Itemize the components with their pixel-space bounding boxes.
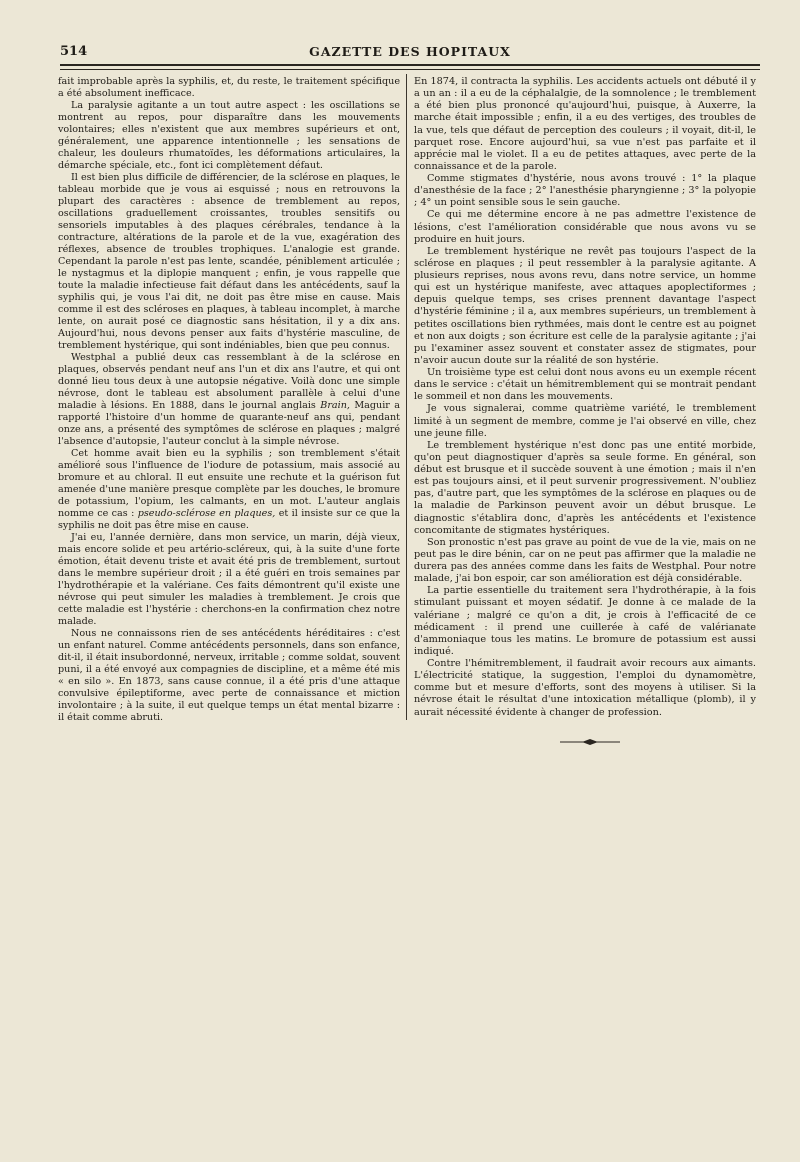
italic-text: pseudo-sclérose en plaques,	[137, 508, 276, 519]
page-number: 514	[60, 44, 88, 59]
paragraph	[58, 172, 400, 352]
paragraph-text: Le tremblement hystérique n'est donc pas une entité morbide, qu'on peut diagnostiquer d'après sa seule forme. En général, son début est brusque et il succède souvent à une émotion ; mais il n'en est pas toujours ainsi, et il peut survenir progressivement. N'oubliez pas, d'autre part, que les symptômes de la sclérose en plaques ou de la maladie de Parkinson peuvent avoir un début brusque. Le diagnostic s'établira donc, d'après les antécédents et l'existence concomitante de stigmates hystériques.	[414, 439, 756, 536]
paragraph-text: Un troisième type est celui dont nous avons eu un exemple récent dans le service : c'était un hémitremblement qui se montrait pendant le sommeil et non dans les mouvements.	[414, 367, 756, 403]
paragraph-text: Maguir a rapporté l'histoire d'un homme de quarante-neuf ans qui, pendant onze ans, a présenté des symptômes de sclérose en plaques ; malgré l'absence d'autopsie, l'auteur conclut à la simple névrose.	[58, 400, 401, 447]
paragraph-text: Contre l'hémitremblement, il faudrait avoir recours aux aimants. L'électricité statique, la suggestion, l'emploi du dynamomètre, comme but et mesure d'efforts, sont des moyens à utiliser. Si la névrose était le résultat d'une intoxication métallique (plomb), il y aurait nécessité évidente à changer de profession.	[414, 658, 756, 718]
right-column	[414, 76, 756, 726]
paragraph-text: Son pronostic n'est pas grave au point de vue de la vie, mais on ne peut pas le dire bénin, car on ne peut pas affirmer que la maladie ne durera pas des années comme dans les faits de Westphal. Pour notre malade, j'ai bon espoir, car son amélioration est déjà considérable.	[414, 536, 756, 585]
paragraph-text: J'ai eu, l'année dernière, dans mon service, un marin, déjà vieux, mais encore solide et peu artério-scléreux, qui, à la suite d'une forte émotion, était devenu triste et avait été pris de tremblement, surtout dans le membre supérieur droit ; il a été guéri en trois semaines par l'hydrothérapie et la valériane. Ces faits démontrent qu'il existe une névrose qui peut simuler les maladies à tremblement. Je crois que cette maladie est l'hystérie : cherchons-en la confirmation chez notre malade.	[58, 532, 400, 627]
page-header	[60, 44, 760, 62]
paragraph	[414, 537, 756, 586]
left-column	[58, 76, 400, 726]
header-rule-thin	[60, 69, 760, 70]
paragraph-text: Westphal a publié deux cas ressemblant à de la sclérose en plaques, observés pendant neuf ans l'un et dix ans l'autre, et qui ont donné lieu tous deux à une autopsie négative. Voilà donc une simple névrose, dont le tableau est absolument parallèle à celui d'une maladie à lésions. En 1888, dans le journal anglais	[58, 352, 400, 411]
paragraph	[414, 440, 756, 537]
paragraph-text: Il est bien plus difficile de différencier, de la sclérose en plaques, le tableau morbide que je vous ai esquissé ; nous en retrouvons la plupart des caractères : absence de tremblement au repos, oscillations graduellement croissantes, troubles sensitifs ou sensoriels imputables à des plaques cérébrales, tendance à la contracture, altérations de la parole et de la vue, exagération des réflexes, absence de troubles trophiques. L'analogie est grande. Cependant la parole n'est pas lente, scandée, péniblement articulée ; le nystagmus et la diplopie manquent ; enfin, je vous rappelle que toute la maladie infectieuse fait défaut dans les antécédents, sauf la syphilis qui, je vous l'ai dit, ne doit pas être mise en cause. Mais comme il est des scléroses en plaques, à tableau incomplet, à marche lente, on aurait posé ce diagnostic sans hésitation, il y a dix ans. Aujourd'hui, nous devons penser aux faits d'hystérie masculine, de tremblement hystérique, qui sont indéniables, bien que peu connus.	[58, 172, 400, 351]
paragraph-text: Ce qui me détermine encore à ne pas admettre l'existence de lésions, c'est l'amélioration considérable que nous avons vu se produire en huit jours.	[414, 209, 756, 245]
paragraph-text: et il insiste sur ce que la syphilis ne doit pas être mise en cause.	[58, 508, 400, 531]
paragraph	[414, 658, 756, 719]
paragraph	[58, 100, 400, 172]
paragraph	[58, 628, 400, 724]
paragraph-text: La paralysie agitante a un tout autre aspect : les oscillations se montrent au repos, pour disparaître dans les mouvements volontaires; elles n'existent que aux membres supérieurs et ont, généralement, une apparence intentionnelle ; les sensations de chaleur, les douleurs rhumatoïdes, les déformations articulaires, la démarche spéciale, etc., font ici complètement défaut.	[58, 100, 400, 171]
continued-paragraph	[58, 76, 400, 100]
paragraph-text: Cet homme avait bien eu la syphilis ; son tremblement s'était amélioré sous l'influence de l'iodure de potassium, mais associé au bromure et au chloral. Il eut ensuite une rechute et la guérison fut amenée d'une manière presque complète par les douches, le bromure de potassium, l'opium, les calmants, en un mot. L'auteur anglais nomme ce cas :	[58, 448, 400, 519]
paragraph-text: fait improbable après la syphilis, et, du reste, le traitement spécifique a été absolument inefficace.	[58, 76, 400, 99]
paragraph	[414, 246, 756, 367]
paragraph	[414, 173, 756, 209]
paragraph	[414, 209, 756, 245]
header-rule-thick	[60, 64, 760, 66]
paragraph	[414, 403, 756, 439]
italic-text: Brain,	[320, 400, 350, 411]
continued-paragraph	[414, 76, 756, 173]
paragraph-text: Nous ne connaissons rien de ses antécédents héréditaires : c'est un enfant naturel. Comme antécédents personnels, dans son enfance, dit-il, il était insubordonné, nerveux, irritable ; comme soldat, souvent puni, il a été envoyé aux compagnies de discipline, et a même été mis « en silo ». En 1873, sans cause connue, il a été pris d'une attaque convulsive épileptiforme, avec perte de connaissance et miction involontaire ; à la suite, il eut quelque temps un état mental bizarre : il était comme abruti.	[58, 628, 400, 723]
paragraph	[414, 585, 756, 658]
end-ornament	[560, 738, 620, 746]
journal-title: GAZETTE DES HOPITAUX	[309, 44, 511, 59]
paragraph	[414, 367, 756, 403]
column-divider	[406, 74, 407, 720]
paragraph-text: Je vous signalerai, comme quatrième variété, le tremblement limité à un segment de membre, comme je l'ai observé en ville, chez une jeune fille.	[414, 403, 756, 439]
paragraph-text: Le tremblement hystérique ne revêt pas toujours l'aspect de la sclérose en plaques ; il peut ressembler à la paralysie agitante. A plusieurs reprises, nous avons revu, dans notre service, un homme qui est un hystérique manifeste, avec attaques apoplectiformes ; depuis quelque temps, ses crises prennent davantage l'aspect d'hystérie féminine ; il a, aux membres supérieurs, un tremblement à petites oscillations bien rythmées, mais dont le centre est au poignet et non aux doigts ; son écriture est celle de la paralysie agitante ; j'ai pu l'examiner assez souvent et constater assez de stigmates, pour n'avoir aucun doute sur la réalité de son hystérie.	[414, 245, 756, 366]
paragraph	[58, 448, 400, 532]
paragraph-text: Comme stigmates d'hystérie, nous avons trouvé : 1° la plaque d'anesthésie de la face ; 2° l'anesthésie pharyngienne ; 3° la polyopie ; 4° un point sensible sous le sein gauche.	[414, 173, 756, 209]
paragraph	[58, 352, 400, 448]
paragraph-text: La partie essentielle du traitement sera l'hydrothérapie, à la fois stimulant puissant et moyen sédatif. Je donne à ce malade de la valériane ; malgré ce qu'on a dit, je crois à l'efficacité de ce médicament : il prend une cuillerée à café de valérianate d'ammoniaque tous les matins. Le bromure de potassium est aussi indiqué.	[414, 585, 756, 657]
paragraph	[58, 532, 400, 628]
paragraph-text: En 1874, il contracta la syphilis. Les accidents actuels ont débuté il y a un an : il a eu de la céphalalgie, de la somnolence ; le tremblement a été bien plus prononcé qu'aujourd'hui, puisque, à Auxerre, la marche était impossible ; enfin, il a eu des vertiges, des troubles de la vue, tels que défaut de perception des couleurs ; il voyait, dit-il, le parquet rose. Encore aujourd'hui, sa vue n'est pas parfaite et il apprécie mal le violet. Il a eu de petites attaques, avec perte de la connaissance et de la parole.	[414, 76, 756, 172]
